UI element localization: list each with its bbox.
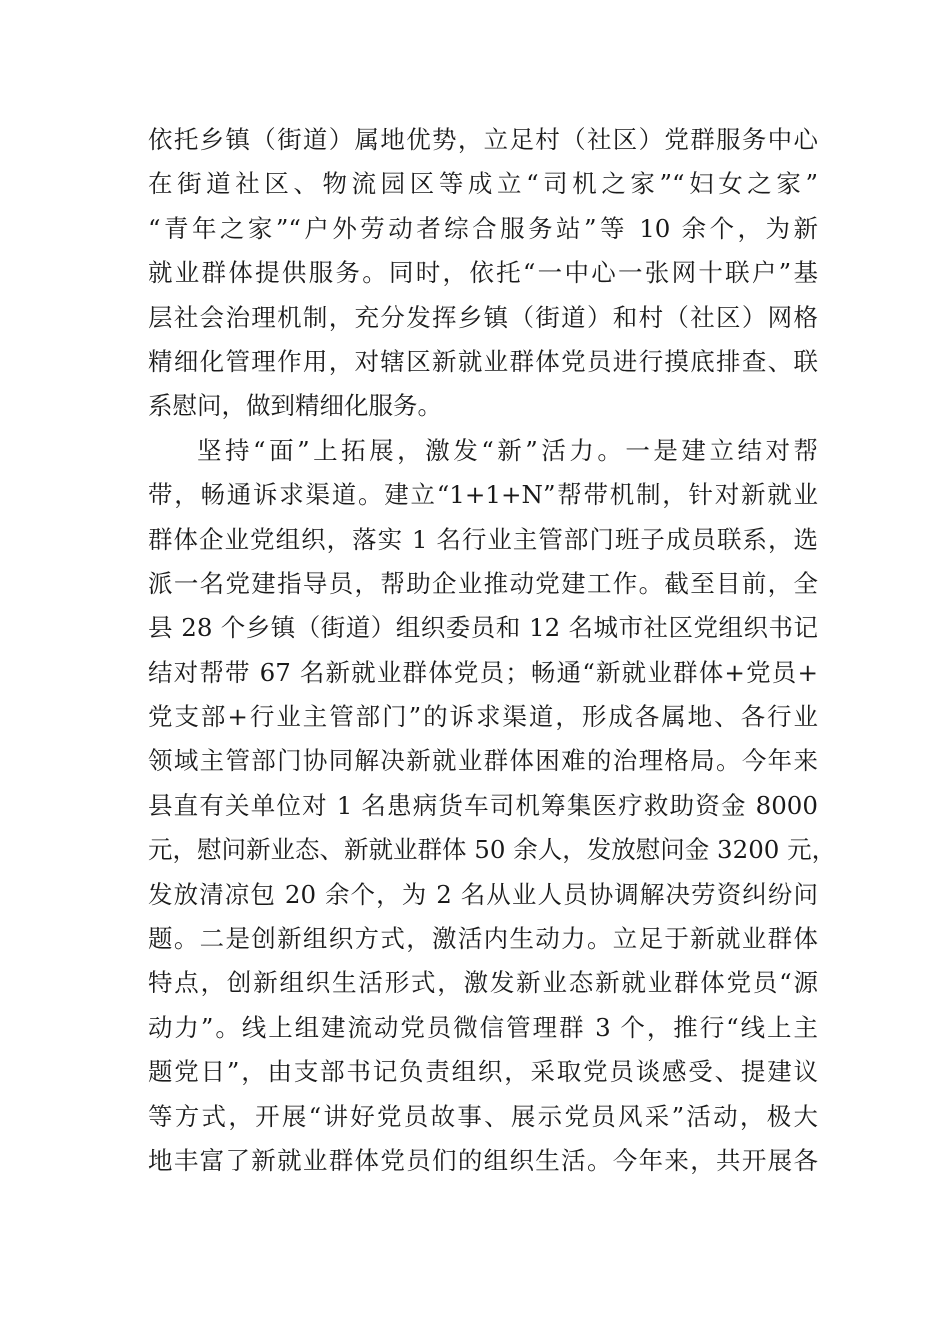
text-line: 地丰富了新就业群体党员们的组织生活。今年来，共开展各 <box>148 1145 818 1175</box>
text-line: 党支部+行业主管部门”的诉求渠道，形成各属地、各行业 <box>148 702 818 732</box>
text-line: 依托乡镇（街道）属地优势，立足村（社区）党群服务中心 <box>148 125 818 154</box>
text-line: 结对帮带 67 名新就业群体党员；畅通“新就业群体+党员+ <box>148 657 818 687</box>
paragraph-2 <box>148 429 837 1184</box>
text-line: 就业群体提供服务。同时，依托“一中心一张网十联户”基 <box>148 258 818 288</box>
paragraph-1 <box>148 118 818 429</box>
text-line: 发放清凉包 20 余个，为 2 名从业人员协调解决劳资纠纷问 <box>148 879 818 909</box>
text-line: 群体企业党组织，落实 1 名行业主管部门班子成员联系，选 <box>148 524 818 554</box>
text-line: 派一名党建指导员，帮助企业推动党建工作。截至目前，全 <box>148 568 818 598</box>
text-line: 题党日”，由支部书记负责组织，采取党员谈感受、提建议 <box>148 1057 818 1087</box>
text-line: 县直有关单位对 1 名患病货车司机筹集医疗救助资金 8000 <box>148 790 818 820</box>
text-line: 系慰问，做到精细化服务。 <box>148 391 442 421</box>
text-line: “青年之家”“户外劳动者综合服务站”等 10 余个，为新 <box>148 213 818 243</box>
text-line: 层社会治理机制，充分发挥乡镇（街道）和村（社区）网格 <box>148 302 818 332</box>
body-text <box>148 118 837 1183</box>
text-line: 领域主管部门协同解决新就业群体困难的治理格局。今年来 <box>148 746 818 776</box>
text-line: 带，畅通诉求渠道。建立“1+1+N”帮带机制，针对新就业 <box>148 480 818 510</box>
text-line: 精细化管理作用，对辖区新就业群体党员进行摸底排查、联 <box>148 346 818 376</box>
text-line: 特点，创新组织生活形式，激发新业态新就业群体党员“源 <box>148 968 818 998</box>
text-line: 元，慰问新业态、新就业群体 50 余人，发放慰问金 3200 元， <box>148 835 837 865</box>
text-line: 等方式，开展“讲好党员故事、展示党员风采”活动，极大 <box>148 1101 818 1131</box>
text-line: 在街道社区、物流园区等成立“司机之家”“妇女之家” <box>148 169 818 199</box>
text-line: 坚持“面”上拓展，激发“新”活力。一是建立结对帮 <box>197 435 818 465</box>
text-line: 动力”。线上组建流动党员微信管理群 3 个，推行“线上主 <box>148 1012 818 1042</box>
text-line: 题。二是创新组织方式，激活内生动力。立足于新就业群体 <box>148 924 818 954</box>
text-line: 县 28 个乡镇（街道）组织委员和 12 名城市社区党组织书记 <box>148 613 818 643</box>
